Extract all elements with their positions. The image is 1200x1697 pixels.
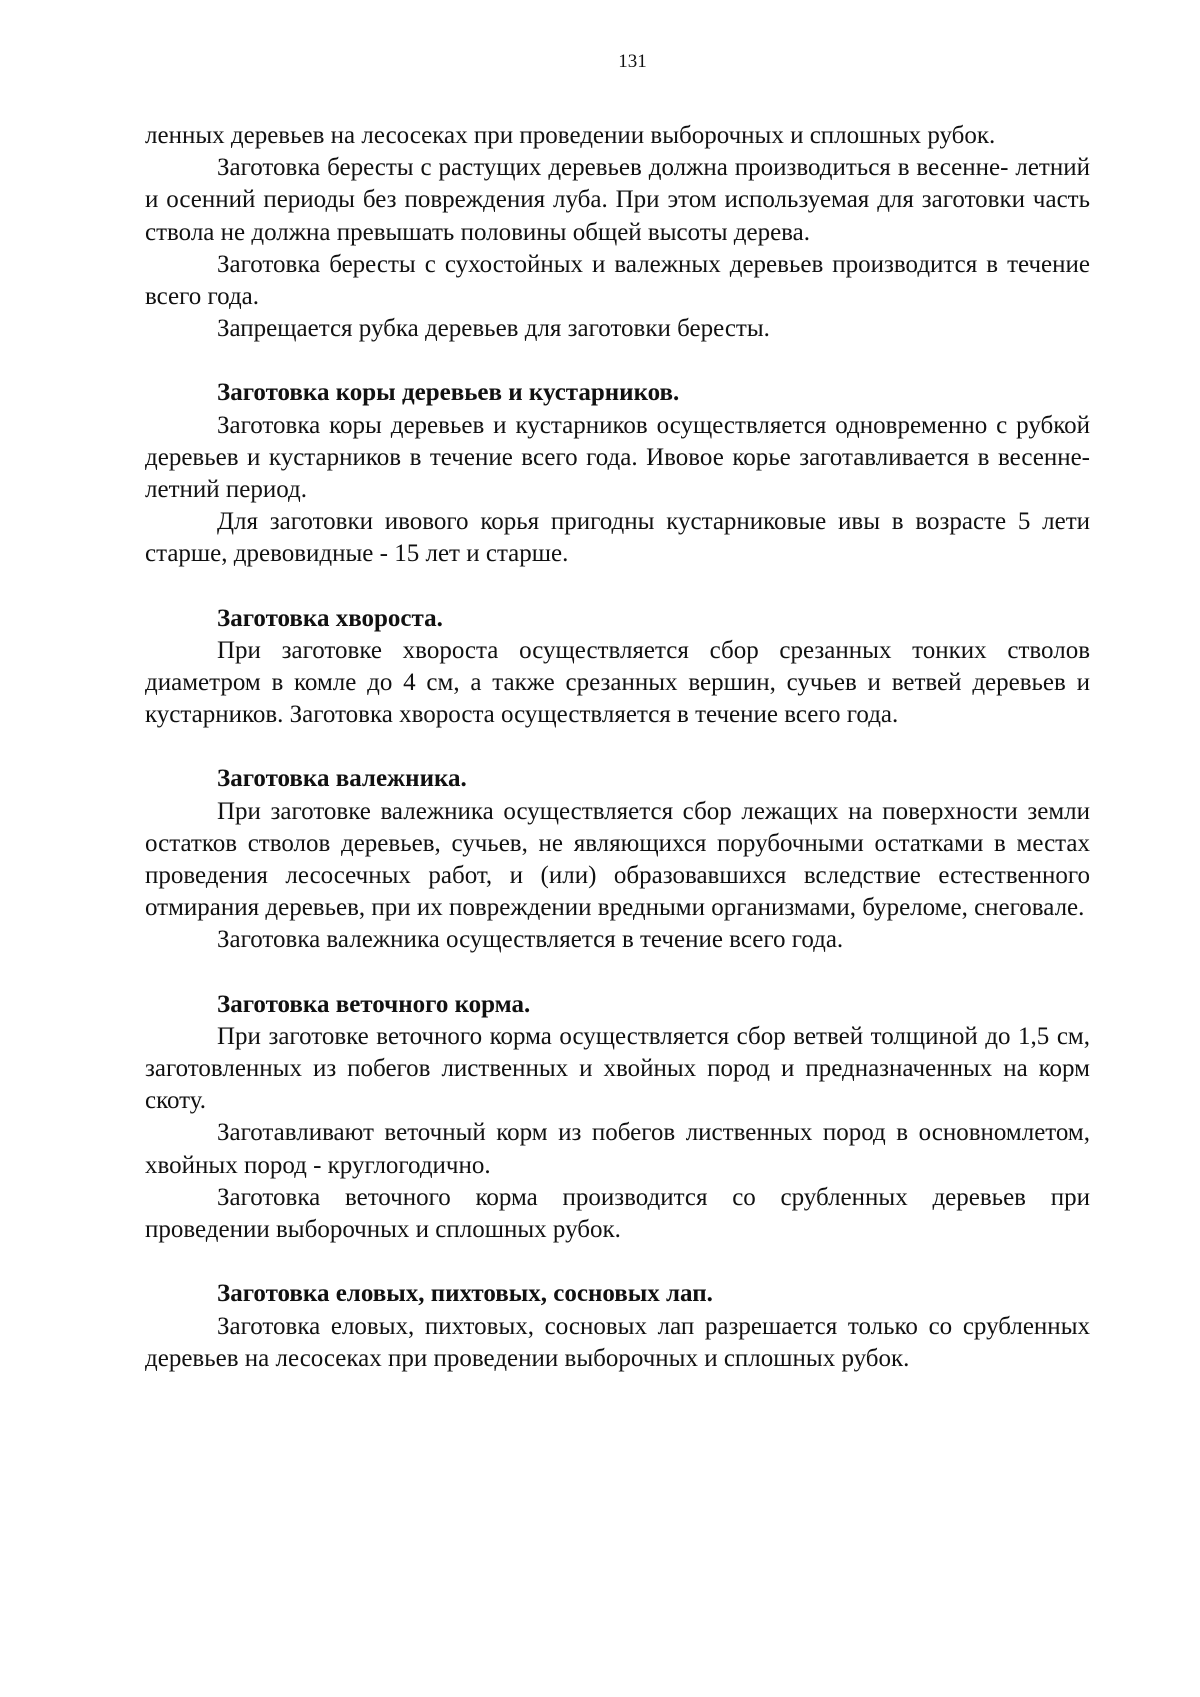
page-number: 131 — [618, 51, 647, 72]
section-branch-fodder — [145, 989, 1090, 1247]
paragraph: Для заготовки ивового корья пригодны кустарниковые ивы в возрасте 5 лети старше, древовидные - 15 лет и старше. — [145, 508, 1090, 568]
paragraph: Заготавливают веточный корм из побегов лиственных пород в основномлетом, хвойных пород - круглогодично. — [145, 1119, 1090, 1179]
paragraph: При заготовке веточного корма осуществляется сбор ветвей толщиной до 1,5 см, заготовленных из побегов лиственных и хвойных пород и предназначенных на корм скоту. — [145, 1022, 1090, 1115]
section-brushwood — [145, 603, 1090, 732]
paragraph: Заготовка еловых, пихтовых, сосновых лап разрешается только со срубленных деревьев на лесосеках при проведении выборочных и сплошных рубок. — [145, 1312, 1090, 1372]
paragraph: Заготовка веточного корма производится со срубленных деревьев при проведении выборочных и сплошных рубок. — [145, 1183, 1090, 1244]
section-heading: Заготовка коры деревьев и кустарников. — [217, 379, 680, 407]
section-heading: Заготовка еловых, пихтовых, сосновых лап. — [217, 1280, 713, 1308]
paragraph: Заготовка бересты с сухостойных и валежных деревьев производится в течение всего года. — [145, 250, 1090, 311]
section-heading: Заготовка хвороста. — [217, 604, 443, 632]
paragraph: При заготовке хвороста осуществляется сбор срезанных тонких стволов диаметром в комле до 4 см, а также срезанных вершин, сучьев и ветвей деревьев и кустарников. Заготовка хвороста осуществляется в течение всего года. — [145, 636, 1090, 729]
paragraph: Заготовка валежника осуществляется в течение всего года. — [217, 926, 844, 954]
paragraph: Заготовка бересты с растущих деревьев должна производиться в весенне- летний и осенний периоды без повреждения луба. При этом используемая для заготовки часть ствола не должна превышать половины общей высоты дерева. — [145, 154, 1090, 246]
paragraph: Заготовка коры деревьев и кустарников осуществляется одновременно с рубкой деревьев и кустарников в течение всего года. Ивовое корье заготавливается в весенне-летний период. — [145, 411, 1090, 504]
continuation-paragraph: ленных деревьев на лесосеках при проведении выборочных и сплошных рубок. — [145, 122, 996, 149]
paragraph: Запрещается рубка деревьев для заготовки бересты. — [217, 315, 770, 343]
section-heading: Заготовка валежника. — [217, 765, 467, 793]
intro-block — [145, 120, 1090, 345]
section-heading: Заготовка веточного корма. — [217, 990, 531, 1018]
paragraph: При заготовке валежника осуществляется сбор лежащих на поверхности земли остатков стволов деревьев, сучьев, не являющихся порубочными остатками в местах проведения лесосечных работ, и (или) образовавшихся вследствие естественного отмирания деревьев, при их повреждении вредными организмами, буреломе, снеговале. — [145, 797, 1090, 922]
document-page — [145, 48, 1090, 1375]
section-deadwood — [145, 763, 1090, 956]
section-bark — [145, 377, 1090, 570]
section-conifer-branches — [145, 1278, 1090, 1375]
